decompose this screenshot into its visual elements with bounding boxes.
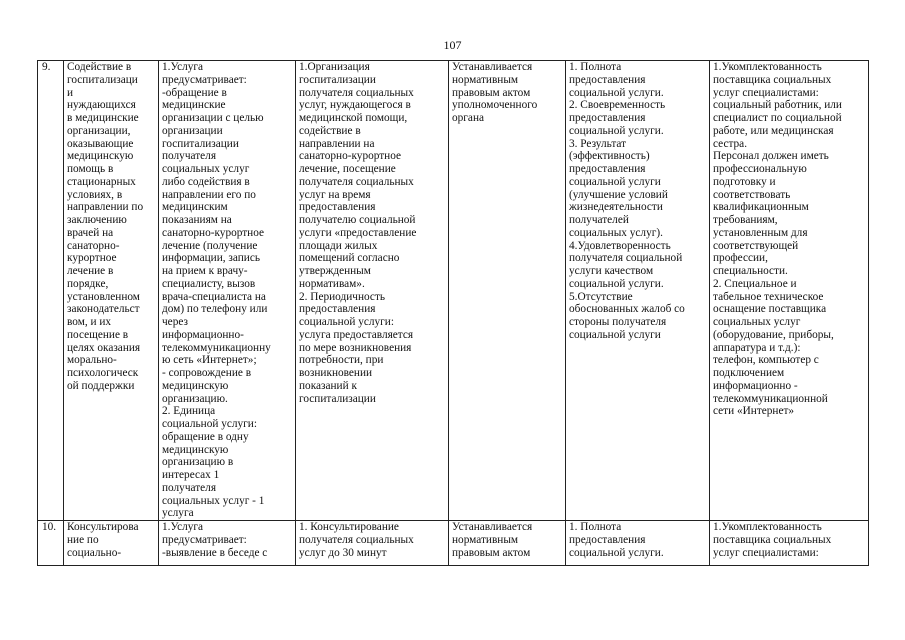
service-name-cell (64, 521, 159, 566)
service-name: Консультирова ние по социально- (67, 521, 139, 559)
table-row (38, 61, 869, 521)
service-description-cell (159, 521, 296, 566)
row-number: 9. (42, 61, 51, 73)
table-row (38, 521, 869, 566)
page-number: 107 (443, 38, 462, 52)
service-name: Содействие в госпитализаци и нуждающихся в медицинские организации, оказывающие медицинскую помощь в стационарных условиях, в направлении по заключению врачей на санаторно- курортное лечение в порядке, установленном законодательст вом, и их посещение в целях оказания морально- психологическ ой поддержки (67, 61, 144, 392)
service-conditions-cell (710, 521, 869, 566)
service-description: 1.Услуга предусматривает: -выявление в беседе с (162, 521, 268, 559)
service-conditions: 1.Укомплектованность поставщика социальных услуг специалистами: социальный работник, или специалист по социальной работе, или медицинская сестра. Персонал должен иметь профессиональную подготовку и соответствовать квалификационным требованиям, установленным для соответствующей профессии, специальности. 2. Специальное и табельное техническое оснащение поставщика социальных услуг (оборудование, приборы, аппаратура и т.д.): телефон, компьютер с подключением информационно - телекоммуникационной сети «Интернет» (713, 61, 842, 418)
service-procedure: 1.Организация госпитализации получателя социальных услуг, нуждающегося в медицинской помощи, содействие в направлении на санаторно-курортное лечение, посещение получателя социальных услуг на время предоставления получателю социальной услуги «предоставление площади жилых помещений согласно утвержденным нормативам». 2. Периодичность предоставления социальной услуги: услуга предоставляется по мере возникновения потребности, при возникновении показаний к госпитализации (299, 61, 417, 405)
quality-indicators: 1. Полнота предоставления социальной услуги. (569, 521, 664, 559)
service-norm-cell (449, 521, 566, 566)
service-norm-cell (449, 61, 566, 521)
service-procedure-cell (296, 521, 449, 566)
service-procedure-cell (296, 61, 449, 521)
service-conditions-cell (710, 61, 869, 521)
row-number-cell (38, 521, 64, 566)
quality-indicators: 1. Полнота предоставления социальной услуги. 2. Своевременность предоставления социальной услуги. 3. Результат (эффективность) предоставления социальной услуги (улучшение условий жизнедеятельности получателей социальных услуг). 4.Удовлетворенность получателя социальной услуги качеством социальной услуги. 5.Отсутствие обоснованных жалоб со стороны получателя социальной услуги (569, 61, 685, 341)
service-procedure: 1. Консультирование получателя социальных услуг до 30 минут (299, 521, 414, 559)
quality-indicators-cell (566, 61, 710, 521)
service-norm: Устанавливается нормативным правовым актом уполномоченного органа (452, 61, 538, 124)
service-description: 1.Услуга предусматривает: -обращение в медицинские организации с целью организации госпитализации получателя социальных услуг либо содействия в направлении его по медицинским показаниям на санаторно-курортное лечение (получение информации, запись на прием к врачу- специалисту, вызов врача-специалиста на дом) по телефону или через информационно- телекоммуникационну ю сеть «Интернет»; - сопровождение в медицинскую организацию. 2. Единица социальной услуги: обращение в одну медицинскую организацию в интересах 1 получателя социальных услуг - 1 услуга (162, 61, 271, 520)
service-name-cell (64, 61, 159, 521)
services-table (37, 60, 869, 566)
service-norm: Устанавливается нормативным правовым актом (452, 521, 533, 559)
row-number-cell (38, 61, 64, 521)
quality-indicators-cell (566, 521, 710, 566)
service-description-cell (159, 61, 296, 521)
row-number: 10. (42, 521, 57, 533)
service-conditions: 1.Укомплектованность поставщика социальных услуг специалистами: (713, 521, 832, 559)
